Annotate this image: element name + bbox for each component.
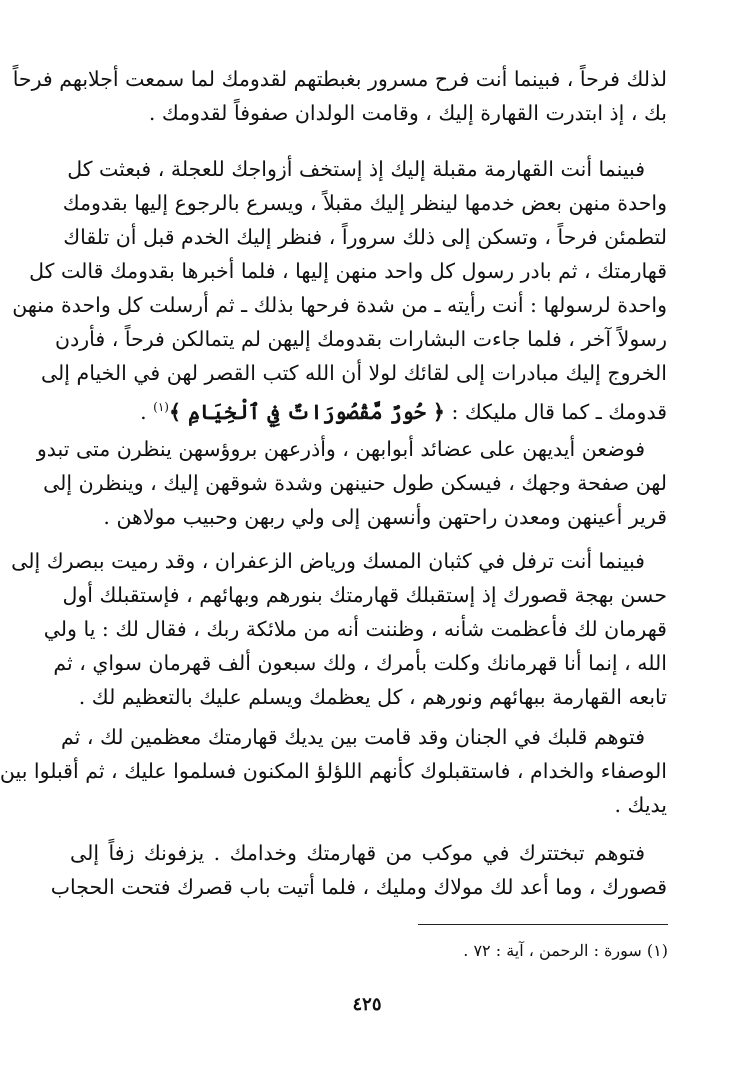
text-line: فوضعن أيديهن على عضائد أبوابهن ، وأذرعهن بروؤسهن ينظرن متى تبدو — [36, 437, 645, 461]
text-line: فبينما أنت ترفل في كثبان المسك ورياض الزعفران ، وقد رميت ببصرك إلى — [11, 549, 645, 573]
text-line: بك ، إذ ابتدرت القهارة إليك ، وقامت الولدان صفوفاً لقدومك . — [148, 101, 667, 125]
text-line: فتوهم قلبك في الجنان وقد قامت بين يديك قهارمتك معظمين لك ، ثم — [60, 725, 645, 749]
text-line: قرير أعينهن ومعدن راحتهن وأنسهن إلى ولي ربهن وحبيب مولاهن . — [103, 505, 667, 529]
text-line: فتوهم تبختترك في موكب من قهارمتك وخدامك . يزفونك زفاً إلى — [70, 841, 645, 865]
text-line: قصورك ، وما أعد لك مولاك ومليك ، فلما أتيت باب قصرك فتحت الحجاب — [50, 875, 667, 899]
text-line: واحدة منهن بعض خدمها لينظر إليك مقبلاً ، ويسرع بالرجوع إليها بقدومك — [62, 191, 667, 215]
text-line: حسن بهجة قصورك إذ إستقبلك قهارمتك بنورهم وبهائهم ، فإستقبلك أول — [62, 583, 667, 607]
text-line: واحدة لرسولها : أنت رأيته ـ من شدة فرحها بذلك ـ ثم أرسلت كل واحدة منهن — [12, 293, 667, 317]
text-line: الله ، إنما أنا قهرمانك وكلت بأمرك ، ولك سبعون ألف قهرمان سواي ، ثم — [53, 651, 667, 675]
text-line: قهارمتك ، ثم بادر رسول كل واحد منهن إليها ، فلما أخبرها بقدومك قالت كل — [29, 259, 667, 283]
paragraph-3 — [36, 432, 667, 534]
text-segment: قدومك ـ كما قال مليكك : — [451, 399, 667, 424]
text-line: فبينما أنت القهارمة مقبلة إليك إذ إستخف أزواجك للعجلة ، فبعثت كل — [67, 157, 645, 181]
text-line-with-quran — [70, 390, 667, 429]
text-segment: . — [140, 399, 154, 424]
paragraph-5 — [0, 720, 667, 822]
footnote-divider — [418, 924, 668, 925]
paragraph-2 — [12, 152, 667, 429]
text-line: لتطمئن فرحاً ، وتسكن إلى ذلك سروراً ، فنظر إليك الخدم قبل أن تلقاك — [63, 225, 667, 249]
text-line: لذلك فرحاً ، فبينما أنت فرح مسرور بغبطتهم لقدومك لما سمعت أجلابهم فرحاً — [12, 67, 667, 91]
footnote-reference: (١) — [153, 400, 169, 414]
text-line: قهرمان لك فأعظمت شأنه ، وظننت أنه من ملائكة ربك ، فقال لك : يا ولي — [43, 617, 667, 641]
text-line: رسولاً آخر ، فلما جاءت البشارات بقدومك إليهن لم يتمالكن فرحاً ، فأردن — [55, 327, 667, 351]
paragraph-4 — [11, 544, 667, 714]
text-line: لهن صفحة وجهك ، فيسكن طول حنينهن وشدة شوقهن إليك ، وينظرن إلى — [43, 471, 667, 495]
paragraph-1 — [12, 62, 667, 130]
paragraph-6 — [50, 836, 667, 904]
quran-verse: ﴿ حُورٌ مَّقْصُورَاتٌ فِي ٱلْخِيَامِ ﴾ — [168, 399, 445, 424]
text-line: الخروج إليك مبادرات إلى لقائك لولا أن الله كتب القصر لهن في الخيام إلى — [40, 361, 667, 385]
page-number: ٤٢٥ — [352, 994, 382, 1015]
text-line: يديك . — [614, 793, 667, 817]
footnote: (١) سورة : الرحمن ، آية : ٧٢ . — [463, 941, 668, 960]
text-line: الوصفاء والخدام ، فاستقبلوك كأنهم اللؤلؤ المكنون فسلموا عليك ، ثم أقبلوا بين — [0, 759, 667, 783]
text-line: تابعه القهارمة ببهائهم ونورهم ، كل يعظمك ويسلم عليك بالتعظيم لك . — [78, 685, 667, 709]
